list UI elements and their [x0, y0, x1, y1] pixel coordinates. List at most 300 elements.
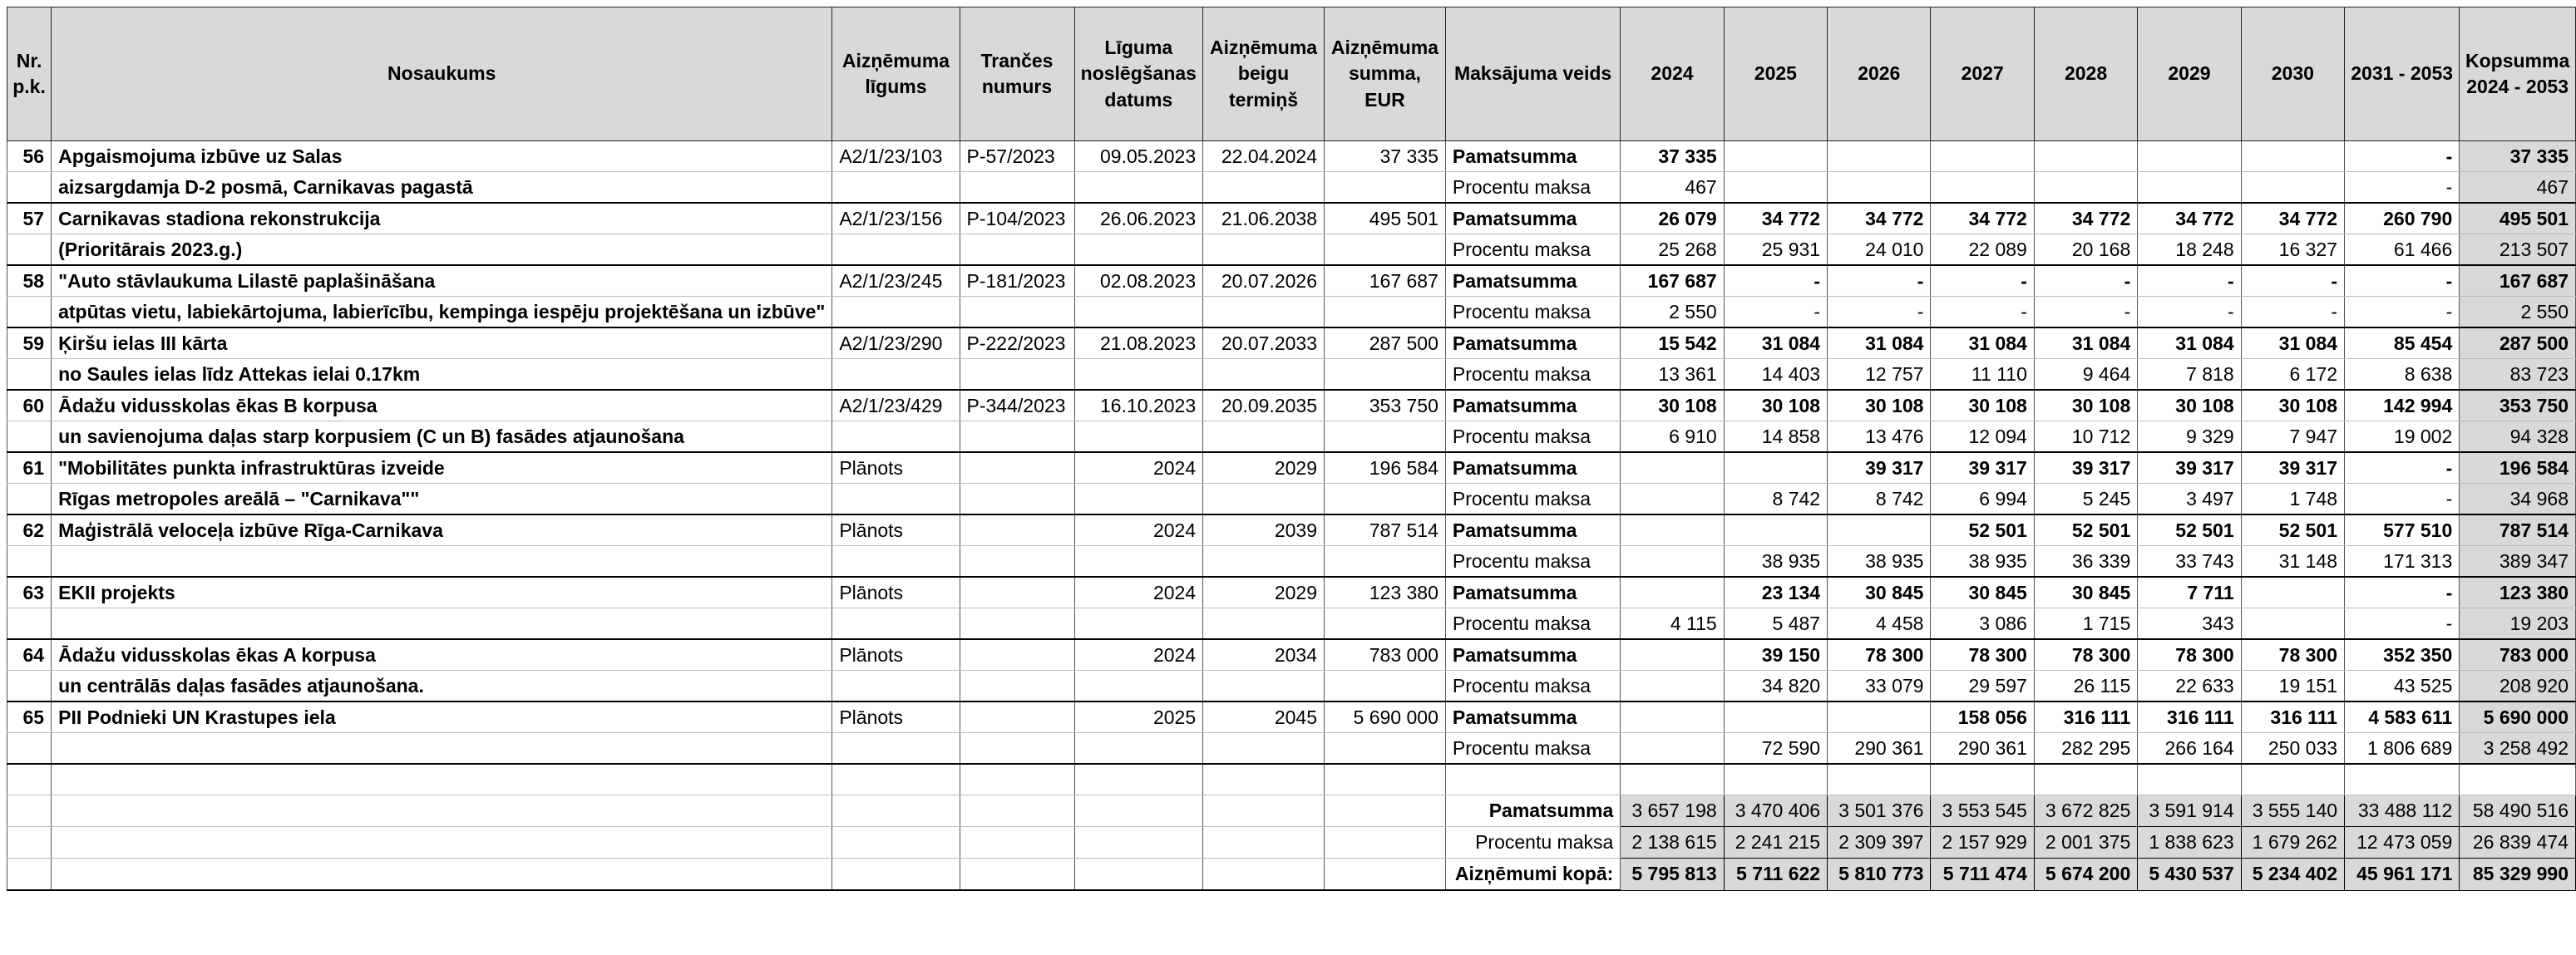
interest-value: 8 742 [1724, 484, 1827, 515]
principal-value: 30 845 [1828, 577, 1931, 608]
empty-cell [832, 421, 960, 453]
principal-value [1621, 701, 1724, 733]
totals-value: 2 138 615 [1621, 827, 1724, 859]
interest-value: 94 328 [2460, 421, 2576, 453]
totals-row [7, 795, 2576, 827]
interest-value: 34 820 [1724, 671, 1827, 702]
interest-value: - [1724, 297, 1827, 328]
header-cell: Aizņēmuma summa, EUR [1325, 7, 1446, 141]
interest-value: 24 010 [1828, 234, 1931, 266]
header-cell: 2031 - 2053 [2345, 7, 2460, 141]
empty-cell [7, 608, 52, 640]
interest-value: 467 [2460, 172, 2576, 204]
header-cell: Aizņēmuma līgums [832, 7, 960, 141]
principal-value: 7 711 [2138, 577, 2241, 608]
principal-value: - [2345, 265, 2460, 297]
interest-value: - [2345, 172, 2460, 204]
loan-sum: 787 514 [1325, 514, 1446, 546]
interest-value: 22 633 [2138, 671, 2241, 702]
totals-label: Procentu maksa [1445, 827, 1620, 859]
project-name-continued: no Saules ielas līdz Attekas ielai 0.17km [52, 359, 832, 391]
agreement-date: 09.05.2023 [1074, 141, 1203, 172]
interest-value: 3 258 492 [2460, 733, 2576, 765]
totals-row [7, 859, 2576, 891]
payment-type: Pamatsumma [1445, 390, 1620, 421]
loan-sum: 353 750 [1325, 390, 1446, 421]
project-name-continued: un centrālās daļas fasādes atjaunošana. [52, 671, 832, 702]
payment-type: Pamatsumma [1445, 639, 1620, 671]
totals-value: 2 241 215 [1724, 827, 1827, 859]
principal-value: 30 108 [1828, 390, 1931, 421]
empty-cell [7, 421, 52, 453]
table-row [7, 733, 2576, 765]
empty-cell [960, 297, 1074, 328]
project-name-continued: (Prioritārais 2023.g.) [52, 234, 832, 266]
empty-cell [1074, 733, 1203, 765]
interest-value: 208 920 [2460, 671, 2576, 702]
totals-value: 3 470 406 [1724, 795, 1827, 827]
empty-cell [1203, 733, 1325, 765]
row-number: 59 [7, 327, 52, 359]
empty-cell [960, 546, 1074, 578]
empty-cell [960, 234, 1074, 266]
principal-value: 34 772 [2241, 203, 2344, 234]
principal-value: 353 750 [2460, 390, 2576, 421]
interest-value: 2 550 [1621, 297, 1724, 328]
principal-value: 787 514 [2460, 514, 2576, 546]
tranche-number: P-181/2023 [960, 265, 1074, 297]
interest-value [1621, 733, 1724, 765]
payment-type: Procentu maksa [1445, 608, 1620, 640]
interest-value: 2 550 [2460, 297, 2576, 328]
empty-cell [1074, 297, 1203, 328]
principal-value: 352 350 [2345, 639, 2460, 671]
principal-value: 39 317 [1931, 452, 2034, 484]
principal-value: 85 454 [2345, 327, 2460, 359]
totals-value: 12 473 059 [2345, 827, 2460, 859]
interest-value: 9 464 [2034, 359, 2137, 391]
interest-value: - [2138, 297, 2241, 328]
header-cell: 2027 [1931, 7, 2034, 141]
loan-agreement: Plānots [832, 577, 960, 608]
principal-value: 4 583 611 [2345, 701, 2460, 733]
principal-value: 30 845 [2034, 577, 2137, 608]
interest-value: 26 115 [2034, 671, 2137, 702]
principal-value: 39 317 [2241, 452, 2344, 484]
principal-value: 78 300 [1828, 639, 1931, 671]
row-number: 64 [7, 639, 52, 671]
table-row [7, 514, 2576, 546]
principal-value: - [2138, 265, 2241, 297]
principal-value: 52 501 [2034, 514, 2137, 546]
principal-value: - [1931, 265, 2034, 297]
interest-value: 19 151 [2241, 671, 2344, 702]
totals-value: 3 501 376 [1828, 795, 1931, 827]
principal-value: 26 079 [1621, 203, 1724, 234]
interest-value: 5 245 [2034, 484, 2137, 515]
empty-cell [1074, 359, 1203, 391]
interest-value: 3 497 [2138, 484, 2241, 515]
principal-value: 142 994 [2345, 390, 2460, 421]
principal-value [1828, 141, 1931, 172]
empty-cell [7, 859, 52, 891]
end-date: 20.09.2035 [1203, 390, 1325, 421]
project-name-continued: atpūtas vietu, labiekārtojuma, labierīcību, kempinga iespēju projektēšana un izbūve" [52, 297, 832, 328]
totals-value: 3 657 198 [1621, 795, 1724, 827]
principal-value: 34 772 [2138, 203, 2241, 234]
interest-value: 1 715 [2034, 608, 2137, 640]
payment-type: Procentu maksa [1445, 421, 1620, 453]
principal-value: 577 510 [2345, 514, 2460, 546]
payment-type: Procentu maksa [1445, 172, 1620, 204]
interest-value [2241, 608, 2344, 640]
table-row [7, 265, 2576, 297]
empty-cell [1325, 733, 1446, 765]
principal-value: 39 317 [1828, 452, 1931, 484]
loan-agreement: A2/1/23/103 [832, 141, 960, 172]
interest-value [1621, 671, 1724, 702]
empty-cell [52, 827, 832, 859]
interest-value: 20 168 [2034, 234, 2137, 266]
empty-cell [1325, 297, 1446, 328]
totals-value: 2 309 397 [1828, 827, 1931, 859]
interest-value: - [2034, 297, 2137, 328]
principal-value: 31 084 [1828, 327, 1931, 359]
interest-value: 36 339 [2034, 546, 2137, 578]
table-row [7, 141, 2576, 172]
project-name-continued: aizsargdamja D-2 posmā, Carnikavas pagastā [52, 172, 832, 204]
interest-value [1621, 484, 1724, 515]
empty-cell [832, 608, 960, 640]
interest-value: 3 086 [1931, 608, 2034, 640]
loan-sum: 196 584 [1325, 452, 1446, 484]
payment-type: Procentu maksa [1445, 484, 1620, 515]
totals-value: 3 672 825 [2034, 795, 2137, 827]
principal-value: 34 772 [1931, 203, 2034, 234]
payment-type: Procentu maksa [1445, 297, 1620, 328]
interest-value: 4 458 [1828, 608, 1931, 640]
empty-cell [7, 827, 52, 859]
interest-value: 14 858 [1724, 421, 1827, 453]
project-name: Apgaismojuma izbūve uz Salas [52, 141, 832, 172]
totals-value: 33 488 112 [2345, 795, 2460, 827]
principal-value [2034, 141, 2137, 172]
loan-agreement: Plānots [832, 514, 960, 546]
principal-value: 31 084 [2241, 327, 2344, 359]
principal-value: 783 000 [2460, 639, 2576, 671]
totals-value: 5 674 200 [2034, 859, 2137, 891]
principal-value [1724, 141, 1827, 172]
interest-value: 31 148 [2241, 546, 2344, 578]
principal-value: 52 501 [2241, 514, 2344, 546]
empty-cell [1325, 546, 1446, 578]
principal-value [1724, 701, 1827, 733]
table-row [7, 639, 2576, 671]
interest-value: - [2345, 297, 2460, 328]
empty-cell [960, 859, 1074, 891]
principal-value [2138, 141, 2241, 172]
empty-cell [1203, 608, 1325, 640]
interest-value: 6 910 [1621, 421, 1724, 453]
interest-value: 12 757 [1828, 359, 1931, 391]
project-name: Ķiršu ielas III kārta [52, 327, 832, 359]
empty-cell [960, 484, 1074, 515]
header-cell: Līguma noslēgšanas datums [1074, 7, 1203, 141]
totals-value: 5 711 622 [1724, 859, 1827, 891]
empty-cell [1325, 671, 1446, 702]
empty-cell [1203, 795, 1325, 827]
principal-value: 37 335 [2460, 141, 2576, 172]
interest-value: - [2345, 484, 2460, 515]
row-number: 62 [7, 514, 52, 546]
empty-cell [1325, 359, 1446, 391]
empty-cell [832, 859, 960, 891]
totals-value: 5 234 402 [2241, 859, 2344, 891]
interest-value: 5 487 [1724, 608, 1827, 640]
interest-value: 213 507 [2460, 234, 2576, 266]
agreement-date: 02.08.2023 [1074, 265, 1203, 297]
totals-value: 5 810 773 [1828, 859, 1931, 891]
principal-value: 78 300 [2241, 639, 2344, 671]
project-name-continued [52, 608, 832, 640]
table-row [7, 452, 2576, 484]
interest-value: - [2241, 297, 2344, 328]
interest-value: 38 935 [1724, 546, 1827, 578]
interest-value: 22 089 [1931, 234, 2034, 266]
end-date: 21.06.2038 [1203, 203, 1325, 234]
totals-label: Aizņēmumi kopā: [1445, 859, 1620, 891]
principal-value: 78 300 [2138, 639, 2241, 671]
payment-type: Procentu maksa [1445, 671, 1620, 702]
empty-cell [1074, 546, 1203, 578]
interest-value: 8 638 [2345, 359, 2460, 391]
interest-value: 33 079 [1828, 671, 1931, 702]
table-row [7, 327, 2576, 359]
payment-type: Pamatsumma [1445, 327, 1620, 359]
tranche-number [960, 639, 1074, 671]
row-number: 56 [7, 141, 52, 172]
interest-value: 1 806 689 [2345, 733, 2460, 765]
empty-cell [960, 172, 1074, 204]
empty-cell [52, 795, 832, 827]
principal-value: - [2345, 141, 2460, 172]
empty-cell [1203, 671, 1325, 702]
interest-value: 14 403 [1724, 359, 1827, 391]
principal-value: 495 501 [2460, 203, 2576, 234]
interest-value: 6 994 [1931, 484, 2034, 515]
header-cell: Nosaukums [52, 7, 832, 141]
totals-value: 45 961 171 [2345, 859, 2460, 891]
principal-value [1621, 639, 1724, 671]
empty-cell [832, 359, 960, 391]
principal-value: 30 108 [1724, 390, 1827, 421]
table-row [7, 608, 2576, 640]
empty-cell [7, 546, 52, 578]
row-number: 57 [7, 203, 52, 234]
tranche-number [960, 701, 1074, 733]
interest-value: 13 476 [1828, 421, 1931, 453]
table-row [7, 297, 2576, 328]
principal-value: 30 108 [1621, 390, 1724, 421]
interest-value: 12 094 [1931, 421, 2034, 453]
principal-value [1828, 514, 1931, 546]
principal-value: 316 111 [2241, 701, 2344, 733]
agreement-date: 2024 [1074, 452, 1203, 484]
principal-value: 30 108 [2138, 390, 2241, 421]
interest-value: 13 361 [1621, 359, 1724, 391]
interest-value [2241, 172, 2344, 204]
empty-cell [1203, 546, 1325, 578]
principal-value: - [1828, 265, 1931, 297]
principal-value: 31 084 [1931, 327, 2034, 359]
empty-cell [7, 359, 52, 391]
empty-cell [1325, 421, 1446, 453]
end-date: 2039 [1203, 514, 1325, 546]
project-name-continued: Rīgas metropoles areālā – "Carnikava"" [52, 484, 832, 515]
principal-value: 23 134 [1724, 577, 1827, 608]
interest-value [2138, 172, 2241, 204]
table-row [7, 577, 2576, 608]
table-row [7, 546, 2576, 578]
interest-value: 18 248 [2138, 234, 2241, 266]
principal-value: 167 687 [1621, 265, 1724, 297]
tranche-number: P-222/2023 [960, 327, 1074, 359]
totals-row [7, 827, 2576, 859]
loan-sum: 287 500 [1325, 327, 1446, 359]
tranche-number [960, 452, 1074, 484]
empty-cell [960, 608, 1074, 640]
empty-cell [1074, 421, 1203, 453]
principal-value [1621, 577, 1724, 608]
project-name: Ādažu vidusskolas ēkas A korpusa [52, 639, 832, 671]
principal-value: 316 111 [2034, 701, 2137, 733]
empty-cell [832, 546, 960, 578]
tranche-number [960, 514, 1074, 546]
interest-value: 7 818 [2138, 359, 2241, 391]
tranche-number [960, 577, 1074, 608]
agreement-date: 2024 [1074, 577, 1203, 608]
empty-cell [7, 297, 52, 328]
loan-agreement: A2/1/23/245 [832, 265, 960, 297]
empty-cell [832, 172, 960, 204]
table-row [7, 203, 2576, 234]
loan-table [7, 7, 2576, 891]
payment-type: Pamatsumma [1445, 701, 1620, 733]
totals-value: 3 555 140 [2241, 795, 2344, 827]
end-date: 2029 [1203, 577, 1325, 608]
empty-cell [1074, 827, 1203, 859]
empty-cell [1074, 795, 1203, 827]
empty-cell [1325, 827, 1446, 859]
empty-cell [1325, 608, 1446, 640]
principal-value: 30 108 [2241, 390, 2344, 421]
principal-value: 78 300 [1931, 639, 2034, 671]
interest-value: 4 115 [1621, 608, 1724, 640]
table-row [7, 421, 2576, 453]
header-cell: Trančes numurs [960, 7, 1074, 141]
totals-value: 5 711 474 [1931, 859, 2034, 891]
interest-value: 19 002 [2345, 421, 2460, 453]
empty-cell [960, 671, 1074, 702]
empty-cell [1074, 484, 1203, 515]
empty-cell [832, 733, 960, 765]
principal-value: 196 584 [2460, 452, 2576, 484]
header-cell: 2025 [1724, 7, 1827, 141]
payment-type: Pamatsumma [1445, 514, 1620, 546]
table-row [7, 234, 2576, 266]
interest-value: 6 172 [2241, 359, 2344, 391]
principal-value [1828, 701, 1931, 733]
loan-sum: 783 000 [1325, 639, 1446, 671]
principal-value: 34 772 [1724, 203, 1827, 234]
header-cell: Kopsumma 2024 - 2053 [2460, 7, 2576, 141]
agreement-date: 26.06.2023 [1074, 203, 1203, 234]
loan-sum: 5 690 000 [1325, 701, 1446, 733]
table-body [7, 141, 2576, 891]
totals-value: 5 795 813 [1621, 859, 1724, 891]
empty-cell [1325, 234, 1446, 266]
loan-sum: 37 335 [1325, 141, 1446, 172]
principal-value: 52 501 [2138, 514, 2241, 546]
project-name-continued [52, 733, 832, 765]
end-date: 20.07.2026 [1203, 265, 1325, 297]
principal-value: 39 317 [2138, 452, 2241, 484]
project-name: EKII projekts [52, 577, 832, 608]
totals-label: Pamatsumma [1445, 795, 1620, 827]
interest-value: 290 361 [1828, 733, 1931, 765]
interest-value: 11 110 [1931, 359, 2034, 391]
empty-cell [1203, 297, 1325, 328]
principal-value: 31 084 [2138, 327, 2241, 359]
empty-cell [1203, 359, 1325, 391]
project-name: Maģistrālā veloceļa izbūve Rīga-Carnikava [52, 514, 832, 546]
principal-value: 78 300 [2034, 639, 2137, 671]
empty-cell [832, 795, 960, 827]
payment-type: Pamatsumma [1445, 265, 1620, 297]
interest-value: 1 748 [2241, 484, 2344, 515]
loan-agreement: A2/1/23/290 [832, 327, 960, 359]
interest-value: 25 268 [1621, 234, 1724, 266]
principal-value: - [2034, 265, 2137, 297]
payment-type: Pamatsumma [1445, 203, 1620, 234]
totals-value: 2 001 375 [2034, 827, 2137, 859]
empty-cell [1325, 172, 1446, 204]
interest-value: 34 968 [2460, 484, 2576, 515]
principal-value: 15 542 [1621, 327, 1724, 359]
empty-cell [1074, 172, 1203, 204]
agreement-date: 2025 [1074, 701, 1203, 733]
interest-value: 10 712 [2034, 421, 2137, 453]
payment-type: Procentu maksa [1445, 234, 1620, 266]
empty-cell [7, 484, 52, 515]
totals-value: 26 839 474 [2460, 827, 2576, 859]
empty-cell [1074, 234, 1203, 266]
empty-cell [1074, 671, 1203, 702]
empty-cell [960, 359, 1074, 391]
interest-value: 33 743 [2138, 546, 2241, 578]
interest-value: 61 466 [2345, 234, 2460, 266]
empty-cell [1203, 827, 1325, 859]
interest-value: 250 033 [2241, 733, 2344, 765]
empty-cell [7, 733, 52, 765]
interest-value: 38 935 [1828, 546, 1931, 578]
empty-cell [960, 827, 1074, 859]
interest-value [1931, 172, 2034, 204]
tranche-number: P-57/2023 [960, 141, 1074, 172]
agreement-date: 2024 [1074, 514, 1203, 546]
interest-value: 16 327 [2241, 234, 2344, 266]
interest-value [1724, 172, 1827, 204]
